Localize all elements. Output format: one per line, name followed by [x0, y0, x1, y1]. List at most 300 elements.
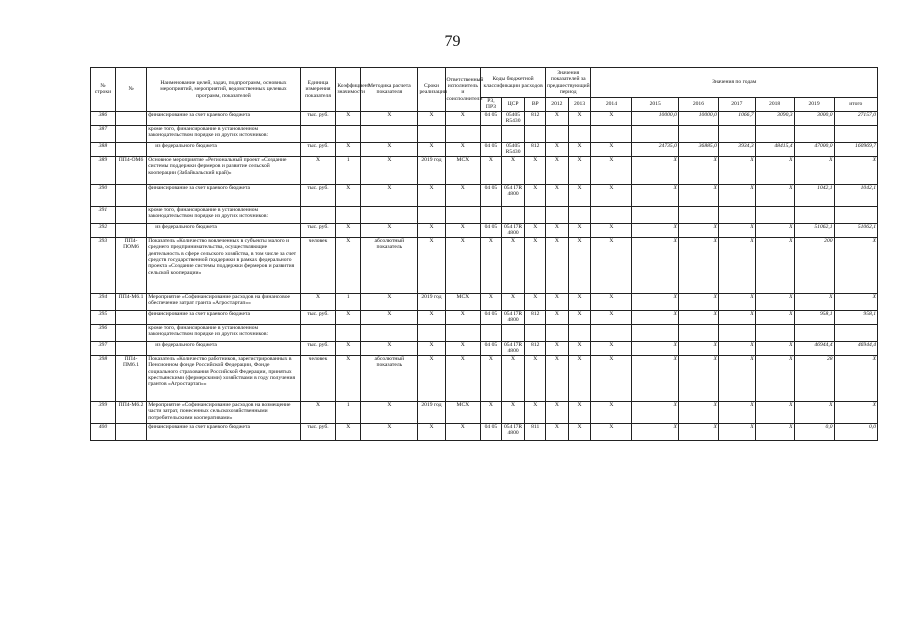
coef-cell: 1	[336, 293, 361, 310]
name-cell: финансирование за счет краевого бюджета	[147, 111, 300, 125]
table-row	[91, 125, 878, 142]
total-cell: X	[834, 401, 877, 423]
header-coef: Коэффициент значимости	[336, 68, 361, 112]
coef-cell: X	[336, 111, 361, 125]
year-2018-cell: X	[755, 355, 794, 401]
header-previous-period: Значения показателей за предшествующий период	[546, 68, 591, 98]
terms-cell: X	[418, 111, 445, 125]
responsible-cell	[445, 324, 481, 341]
year-2016-cell: X	[678, 293, 718, 310]
responsible-cell: X	[445, 223, 481, 237]
vr-cell	[525, 206, 546, 223]
header-total: итого	[834, 98, 877, 112]
total-cell: 51062,1	[834, 223, 877, 237]
year-2014-cell: X	[591, 423, 632, 440]
page-number: 79	[444, 33, 461, 50]
total-cell: 46944,4	[834, 341, 877, 355]
vr-cell: X	[525, 401, 546, 423]
coef-cell: X	[336, 423, 361, 440]
total-cell: X	[834, 355, 877, 401]
name-cell: кроме того, финансирование в установленном законодательством порядке из других источников:	[147, 324, 300, 341]
method-cell: X	[361, 293, 418, 310]
code-cell	[115, 111, 146, 125]
year-2014-cell	[591, 206, 632, 223]
csr-cell: 05405 R5430	[501, 142, 525, 156]
year-2019-cell: 46944,4	[794, 341, 834, 355]
row-number-cell: 398	[91, 355, 116, 401]
vr-cell: X	[525, 223, 546, 237]
unit-cell: X	[300, 156, 336, 184]
name-cell: кроме того, финансирование в установленном законодательством порядке из других источников:	[147, 206, 300, 223]
header-year-2016: 2016	[678, 98, 718, 112]
year-2014-cell: X	[591, 237, 632, 293]
year-2015-cell: X	[632, 237, 678, 293]
unit-cell: тыс. руб.	[300, 111, 336, 125]
rz-cell: X	[481, 156, 502, 184]
table-row	[91, 206, 878, 223]
terms-cell	[418, 125, 445, 142]
year-2015-cell: X	[632, 293, 678, 310]
total-cell: 27157,0	[834, 111, 877, 125]
year-2019-cell: X	[794, 401, 834, 423]
rz-cell: 04 05	[481, 223, 502, 237]
year-2014-cell: X	[591, 355, 632, 401]
unit-cell: X	[300, 401, 336, 423]
year-2017-cell: X	[718, 184, 755, 206]
method-cell: абсолютный показатель	[361, 237, 418, 293]
year-2015-cell: X	[632, 355, 678, 401]
table-header	[91, 68, 878, 112]
terms-cell: X	[418, 423, 445, 440]
terms-cell: X	[418, 355, 445, 401]
year-2016-cell: X	[678, 184, 718, 206]
responsible-cell: X	[445, 111, 481, 125]
unit-cell: тыс. руб.	[300, 341, 336, 355]
year-2012-cell: X	[546, 423, 569, 440]
name-cell: финансирование за счет краевого бюджета	[147, 423, 300, 440]
year-2018-cell: X	[755, 423, 794, 440]
year-2019-cell	[794, 206, 834, 223]
coef-cell	[336, 125, 361, 142]
code-cell: ПП4-М6.1	[115, 293, 146, 310]
code-cell	[115, 223, 146, 237]
row-number-cell: 396	[91, 324, 116, 341]
year-2014-cell: X	[591, 401, 632, 423]
year-2016-cell: X	[678, 401, 718, 423]
responsible-cell: МСХ	[445, 293, 481, 310]
rz-cell: 04 05	[481, 310, 502, 324]
year-2017-cell: X	[718, 237, 755, 293]
row-number-cell: 397	[91, 341, 116, 355]
table-row	[91, 237, 878, 293]
year-2016-cell	[678, 324, 718, 341]
code-cell: ПП4-М6.2	[115, 401, 146, 423]
vr-cell	[525, 324, 546, 341]
row-number-cell: 386	[91, 111, 116, 125]
code-cell	[115, 206, 146, 223]
vr-cell: X	[525, 237, 546, 293]
method-cell: X	[361, 111, 418, 125]
year-2014-cell	[591, 324, 632, 341]
csr-cell	[501, 324, 525, 341]
name-cell: из федерального бюджета	[147, 142, 300, 156]
year-2017-cell: X	[718, 401, 755, 423]
csr-cell	[501, 206, 525, 223]
year-2013-cell: X	[568, 293, 591, 310]
year-2016-cell: X	[678, 423, 718, 440]
year-2015-cell: X	[632, 401, 678, 423]
code-cell: ПП4-ПМ6.1	[115, 355, 146, 401]
vr-cell: 812	[525, 111, 546, 125]
year-2016-cell: X	[678, 237, 718, 293]
unit-cell: X	[300, 293, 336, 310]
coef-cell: X	[336, 223, 361, 237]
vr-cell: 812	[525, 142, 546, 156]
year-2019-cell: X	[794, 156, 834, 184]
year-2016-cell	[678, 206, 718, 223]
row-number-cell: 389	[91, 156, 116, 184]
year-2018-cell: 48415,4	[755, 142, 794, 156]
year-2017-cell: X	[718, 423, 755, 440]
unit-cell: тыс. руб.	[300, 310, 336, 324]
header-code: №	[115, 68, 146, 112]
total-cell: X	[834, 293, 877, 310]
unit-cell: тыс. руб.	[300, 223, 336, 237]
coef-cell: X	[336, 355, 361, 401]
year-2019-cell: 51062,1	[794, 223, 834, 237]
year-2019-cell	[794, 324, 834, 341]
table-row	[91, 111, 878, 125]
year-2013-cell	[568, 125, 591, 142]
responsible-cell	[445, 206, 481, 223]
year-2015-cell	[632, 324, 678, 341]
responsible-cell: X	[445, 423, 481, 440]
row-number-cell: 400	[91, 423, 116, 440]
header-responsible: Ответственный исполнитель и соисполнители	[445, 68, 481, 112]
year-2012-cell: X	[546, 184, 569, 206]
year-2014-cell: X	[591, 310, 632, 324]
responsible-cell	[445, 125, 481, 142]
unit-cell	[300, 206, 336, 223]
method-cell: X	[361, 156, 418, 184]
vr-cell: X	[525, 355, 546, 401]
vr-cell: 812	[525, 341, 546, 355]
program-table	[90, 67, 878, 441]
year-2013-cell: X	[568, 423, 591, 440]
table-row	[91, 423, 878, 440]
total-cell	[834, 125, 877, 142]
name-cell: Показатель «Количество вовлеченных в субъекты малого и среднего предпринимательства, осуществляющие деятельность в сфере сельского хозяйства, в том числе за счет средств государственной поддержки в рамках федерального проекта «Создание системы поддержки фермеров и развития сельской кооперации»	[147, 237, 300, 293]
year-2014-cell	[591, 125, 632, 142]
csr-cell: 054 I7R 4800	[501, 184, 525, 206]
csr-cell: 054 I7R 4800	[501, 423, 525, 440]
year-2013-cell: X	[568, 142, 591, 156]
method-cell	[361, 125, 418, 142]
method-cell	[361, 324, 418, 341]
name-cell: Показатель «Количество работников, зарегистрированных в Пенсионном фонде Российской Федерации, Фонде социального страхования Российской Федерации, принятых крестьянскими (фермерскими) хозяйствами в году получения грантов «Агростартап»»	[147, 355, 300, 401]
responsible-cell: X	[445, 341, 481, 355]
method-cell: X	[361, 310, 418, 324]
year-2019-cell: 1042,1	[794, 184, 834, 206]
csr-cell: 054 I7R 4800	[501, 341, 525, 355]
year-2019-cell: 958,1	[794, 310, 834, 324]
code-cell	[115, 310, 146, 324]
code-cell: ПП4-ПОМ6	[115, 237, 146, 293]
row-number-cell: 393	[91, 237, 116, 293]
year-2016-cell: X	[678, 355, 718, 401]
year-2012-cell	[546, 125, 569, 142]
vr-cell: X	[525, 156, 546, 184]
year-2018-cell: X	[755, 184, 794, 206]
year-2013-cell	[568, 206, 591, 223]
rz-cell: 04 05	[481, 423, 502, 440]
header-year-2019: 2019	[794, 98, 834, 112]
name-cell: из федерального бюджета	[147, 223, 300, 237]
table-row	[91, 324, 878, 341]
year-2017-cell: 3934,3	[718, 142, 755, 156]
coef-cell: X	[336, 237, 361, 293]
year-2017-cell: X	[718, 341, 755, 355]
coef-cell: 1	[336, 156, 361, 184]
unit-cell: человек	[300, 355, 336, 401]
year-2018-cell: X	[755, 237, 794, 293]
coef-cell: X	[336, 341, 361, 355]
row-number-cell: 399	[91, 401, 116, 423]
vr-cell: 811	[525, 423, 546, 440]
coef-cell	[336, 324, 361, 341]
year-2012-cell: X	[546, 293, 569, 310]
rz-cell: 04 05	[481, 142, 502, 156]
year-2012-cell: X	[546, 223, 569, 237]
responsible-cell: МСХ	[445, 156, 481, 184]
row-number-cell: 390	[91, 184, 116, 206]
year-2012-cell	[546, 206, 569, 223]
table-row	[91, 184, 878, 206]
row-number-cell: 394	[91, 293, 116, 310]
csr-cell: 05405 R5430	[501, 111, 525, 125]
year-2016-cell: X	[678, 310, 718, 324]
terms-cell: X	[418, 310, 445, 324]
year-2019-cell: X	[794, 293, 834, 310]
year-2013-cell: X	[568, 310, 591, 324]
year-2019-cell: 28	[794, 355, 834, 401]
year-2019-cell: 3000,0	[794, 111, 834, 125]
name-cell: финансирование за счет краевого бюджета	[147, 184, 300, 206]
total-cell: 958,1	[834, 310, 877, 324]
year-2015-cell: 24735,0	[632, 142, 678, 156]
year-2012-cell: X	[546, 355, 569, 401]
year-2019-cell: 0,0	[794, 423, 834, 440]
responsible-cell: X	[445, 184, 481, 206]
terms-cell	[418, 206, 445, 223]
responsible-cell: X	[445, 237, 481, 293]
year-2015-cell: 10000,0	[632, 111, 678, 125]
year-2015-cell: X	[632, 423, 678, 440]
year-2018-cell: X	[755, 401, 794, 423]
year-2013-cell: X	[568, 156, 591, 184]
year-2018-cell: X	[755, 223, 794, 237]
year-2014-cell: X	[591, 156, 632, 184]
csr-cell: X	[501, 237, 525, 293]
year-2018-cell: X	[755, 310, 794, 324]
method-cell: X	[361, 142, 418, 156]
terms-cell: X	[418, 184, 445, 206]
method-cell: X	[361, 223, 418, 237]
header-year-2015: 2015	[632, 98, 678, 112]
year-2013-cell: X	[568, 237, 591, 293]
year-2018-cell	[755, 125, 794, 142]
table-body	[91, 111, 878, 440]
year-2017-cell: 1066,7	[718, 111, 755, 125]
year-2014-cell: X	[591, 111, 632, 125]
total-cell: 160969,7	[834, 142, 877, 156]
header-year-2014: 2014	[591, 98, 632, 112]
vr-cell: X	[525, 293, 546, 310]
year-2018-cell: X	[755, 293, 794, 310]
terms-cell: X	[418, 223, 445, 237]
responsible-cell: X	[445, 142, 481, 156]
unit-cell: тыс. руб.	[300, 142, 336, 156]
responsible-cell: МСХ	[445, 401, 481, 423]
year-2013-cell: X	[568, 341, 591, 355]
year-2017-cell: X	[718, 293, 755, 310]
rz-cell: X	[481, 237, 502, 293]
terms-cell	[418, 324, 445, 341]
year-2017-cell: X	[718, 223, 755, 237]
rz-cell: X	[481, 355, 502, 401]
year-2018-cell: 3090,3	[755, 111, 794, 125]
year-2013-cell: X	[568, 355, 591, 401]
code-cell	[115, 423, 146, 440]
year-2019-cell: 200	[794, 237, 834, 293]
responsible-cell: X	[445, 310, 481, 324]
year-2013-cell	[568, 324, 591, 341]
year-2018-cell	[755, 206, 794, 223]
method-cell: X	[361, 401, 418, 423]
csr-cell	[501, 125, 525, 142]
method-cell: X	[361, 423, 418, 440]
terms-cell: X	[418, 237, 445, 293]
responsible-cell: X	[445, 355, 481, 401]
year-2015-cell: X	[632, 223, 678, 237]
row-number-cell: 387	[91, 125, 116, 142]
total-cell: 0,0	[834, 423, 877, 440]
total-cell: X	[834, 237, 877, 293]
year-2012-cell: X	[546, 142, 569, 156]
rz-cell	[481, 206, 502, 223]
method-cell: X	[361, 341, 418, 355]
code-cell	[115, 184, 146, 206]
table-row	[91, 156, 878, 184]
header-values-by-year: Значения по годам	[591, 68, 878, 98]
csr-cell: X	[501, 156, 525, 184]
year-2013-cell: X	[568, 223, 591, 237]
name-cell: Мероприятие «Софинансирование расходов на финансовое обеспечение затрат гранта «Агростартап»»	[147, 293, 300, 310]
year-2012-cell: X	[546, 237, 569, 293]
year-2017-cell: X	[718, 310, 755, 324]
header-year-2012: 2012	[546, 98, 569, 112]
header-budget-codes: Коды бюджетной классификации расходов	[481, 68, 546, 98]
year-2015-cell: X	[632, 341, 678, 355]
year-2014-cell: X	[591, 293, 632, 310]
year-2015-cell: X	[632, 184, 678, 206]
coef-cell	[336, 206, 361, 223]
code-cell	[115, 341, 146, 355]
terms-cell: X	[418, 341, 445, 355]
rz-cell	[481, 125, 502, 142]
row-number-cell: 391	[91, 206, 116, 223]
header-year-2018: 2018	[755, 98, 794, 112]
year-2014-cell: X	[591, 142, 632, 156]
csr-cell: X	[501, 355, 525, 401]
table-row	[91, 401, 878, 423]
header-terms: Сроки реализации	[418, 68, 445, 112]
table-row	[91, 341, 878, 355]
coef-cell: X	[336, 184, 361, 206]
table-row	[91, 293, 878, 310]
year-2012-cell: X	[546, 310, 569, 324]
year-2016-cell: X	[678, 223, 718, 237]
year-2016-cell	[678, 125, 718, 142]
table-row	[91, 142, 878, 156]
year-2018-cell: X	[755, 156, 794, 184]
year-2015-cell: X	[632, 310, 678, 324]
code-cell: ПП4-ОМ6	[115, 156, 146, 184]
rz-cell: 04 05	[481, 184, 502, 206]
year-2013-cell: X	[568, 111, 591, 125]
code-cell	[115, 324, 146, 341]
code-cell	[115, 125, 146, 142]
method-cell: абсолютный показатель	[361, 355, 418, 401]
unit-cell	[300, 125, 336, 142]
year-2017-cell: X	[718, 355, 755, 401]
table-row	[91, 223, 878, 237]
year-2016-cell: X	[678, 341, 718, 355]
row-number-cell: 388	[91, 142, 116, 156]
header-rz: РЗ, ПРЗ	[481, 98, 502, 112]
year-2017-cell	[718, 125, 755, 142]
year-2017-cell: X	[718, 156, 755, 184]
year-2012-cell: X	[546, 156, 569, 184]
terms-cell: X	[418, 142, 445, 156]
year-2017-cell	[718, 206, 755, 223]
header-csr: ЦСР	[501, 98, 525, 112]
header-vr: ВР	[525, 98, 546, 112]
year-2019-cell	[794, 125, 834, 142]
year-2013-cell: X	[568, 184, 591, 206]
total-cell: X	[834, 156, 877, 184]
rz-cell	[481, 324, 502, 341]
name-cell: финансирование за счет краевого бюджета	[147, 310, 300, 324]
total-cell	[834, 324, 877, 341]
year-2016-cell: 10000,0	[678, 111, 718, 125]
year-2014-cell: X	[591, 223, 632, 237]
year-2019-cell: 47000,0	[794, 142, 834, 156]
csr-cell: X	[501, 401, 525, 423]
table-row	[91, 355, 878, 401]
year-2015-cell: X	[632, 156, 678, 184]
total-cell: 1042,1	[834, 184, 877, 206]
csr-cell: 054 I7R 4800	[501, 310, 525, 324]
name-cell: кроме того, финансирование в установленном законодательством порядке из других источников:	[147, 125, 300, 142]
unit-cell: тыс. руб.	[300, 423, 336, 440]
year-2015-cell	[632, 125, 678, 142]
terms-cell: 2019 год	[418, 293, 445, 310]
csr-cell: X	[501, 293, 525, 310]
year-2016-cell: X	[678, 156, 718, 184]
header-name: Наименование целей, задач, подпрограмм, основных мероприятий, мероприятий, ведомственных целевых программ, показателей	[147, 68, 300, 112]
year-2012-cell: X	[546, 401, 569, 423]
